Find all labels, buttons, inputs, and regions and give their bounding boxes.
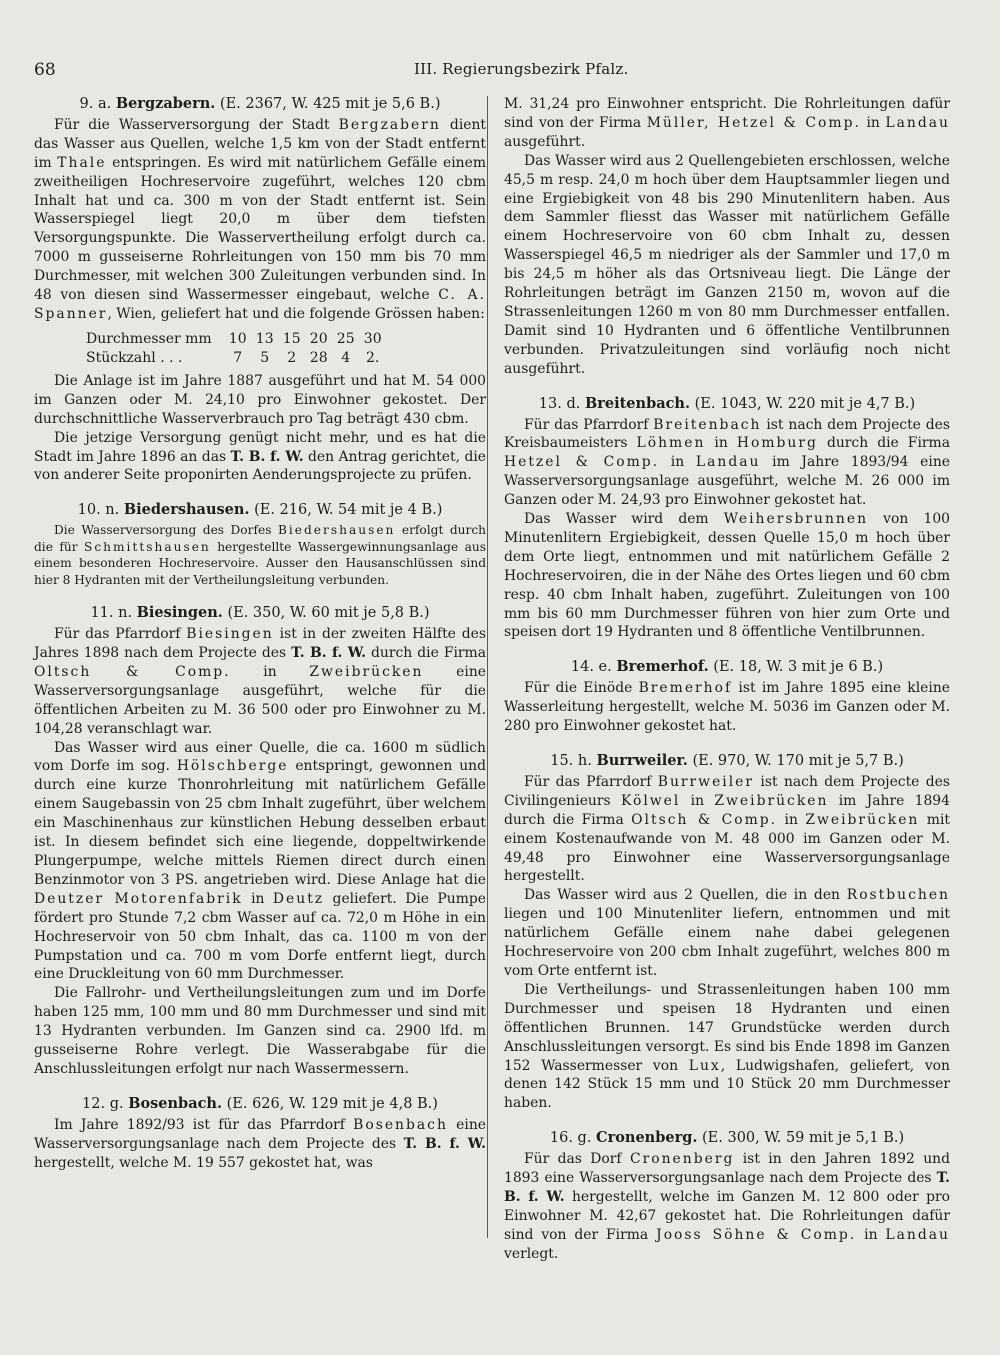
paragraph: Die jetzige Versorgung genügt nicht mehr, und es hat die Stadt im Jahre 1896 an das T. B. f. W. den Antrag gerichtet, die von anderer Seite proponirten Aenderungsprojecte zu prüfen. [34, 429, 486, 484]
paragraph: Für das Pfarrdorf Biesingen ist in der zweiten Hälfte des Jahres 1898 nach dem Projecte des T. B. f. W. durch die Firma Oltsch & Comp. in Zweibrücken eine Wasserversorgungsanlage ausgeführt, welche für die öffentlichen Arbeiten zu M. 36 500 oder pro Einwohner zu M. 104,28 veranschlagt war. [34, 626, 486, 737]
meter-size-table [86, 330, 390, 368]
table-row [86, 349, 390, 368]
entry-number: 9. a. [79, 96, 112, 112]
table-cell: 10 [228, 330, 247, 347]
paragraph: Für das Dorf Cronenberg ist in den Jahren 1892 und 1893 eine Wasserversorgungsanlage nach dem Projecte des T. B. f. W. hergestellt, welche im Ganzen M. 12 800 oder pro Einwohner M. 42,67 gekostet hat. Die Rohrleitungen dafür sind von der Firma Jooss Söhne & Comp. in Landau verlegt. [504, 1151, 950, 1262]
paragraph: Das Wasser wird dem Weihersbrunnen von 100 Minutenlitern Ergiebigkeit, dessen Quelle 15,0 m hoch über dem Orte liegt, entnommen und mit natürlichem Gefälle 2 Hochreservoiren, die in der Nähe des Ortes liegen und 60 cbm resp. 40 cbm Inhalt haben, zugeführt. Zuleitungen von 100 mm bis 60 mm Durchmesser führen von hier zum Orte und speisen dort 19 Hydranten und 8 öffentliche Ventilbrunnen. [504, 511, 950, 641]
entry-place: Biesingen. [136, 604, 223, 622]
table-cell: 5 [260, 349, 270, 366]
entry-number: 15. h. [550, 753, 592, 769]
entry-number: 13. d. [538, 395, 581, 412]
paragraph: Das Wasser wird aus 2 Quellengebieten erschlossen, welche 45,5 m resp. 24,0 m hoch über dem Hauptsammler liegen und eine Ergiebigkeit von 48 bis 290 Minutenlitern haben. Aus dem Sammler fliesst das Wasser mit natürlichem Gefälle einem Hochreservoire von 60 cbm Inhalt zu, dessen Wasserspiegel 46,5 m niedriger als der Sammler und 17,0 m bis 24,5 m höher als das Ortsniveau liegt. Die Länge der Rohrleitungen beträgt im Ganzen 2150 m, wovon auf die Strassenleitungen 1260 m von 80 mm Durchmesser entfallen. Damit sind 10 Hydranten und 6 öffentliche Ventilbrunnen verbunden. Privatzuleitungen sind vorläufig noch nicht ausgeführt. [504, 152, 950, 377]
table-cell: 15 [282, 330, 301, 347]
entry-place: Breitenbach. [584, 394, 691, 412]
entry-number: 10. n. [77, 502, 120, 519]
entry-place: Bosenbach. [128, 1094, 223, 1112]
entry-heading-breitenbach [504, 395, 950, 414]
paragraph: M. 31,24 pro Einwohner entspricht. Die Rohrleitungen dafür sind von der Firma Müller, Hetzel & Comp. in Landau ausgeführt. [504, 96, 950, 150]
paragraph: Die Anlage ist im Jahre 1887 ausgeführt und hat M. 54 000 im Ganzen oder M. 24,10 pro Einwohner gekostet. Der durchschnittliche Wasserverbrauch pro Tag beträgt 430 cbm. [34, 372, 486, 427]
entry-place: Bergzabern. [115, 95, 216, 112]
table-cell: 13 [255, 330, 274, 347]
entry-place: Bremerhof. [616, 658, 709, 676]
table-label: Stückzahl . . . [86, 349, 183, 366]
entry-stats: (E. 970, W. 170 mit je 5,7 B.) [692, 753, 904, 769]
paragraph: Die Vertheilungs- und Strassenleitungen haben 100 mm Durchmesser und speisen 18 Hydranten und einen öffentlichen Brunnen. 147 Grundstücke werden durch Anschlussleitungen versorgt. Es sind bis Ende 1898 im Ganzen 152 Wassermesser von Lux, Ludwigshafen, geliefert, von denen 142 Stück 15 mm und 10 Stück 20 mm Durchmesser haben. [504, 981, 950, 1112]
entry-stats: (E. 350, W. 60 mit je 5,8 B.) [227, 605, 430, 622]
paragraph: Für das Pfarrdorf Burrweiler ist nach dem Projecte des Civilingenieurs Kölwel in Zweibrücken im Jahre 1894 durch die Firma Oltsch & Comp. in Zweibrücken mit einem Kostenaufwande von M. 48 000 im Ganzen oder M. 49,48 pro Einwohner eine Wasserversorgungsanlage hergestellt. [504, 773, 951, 885]
page-number: 68 [34, 60, 56, 80]
entry-heading-burrweiler [504, 752, 950, 771]
table-cell: 7 [233, 349, 243, 366]
table-cell: 20 [309, 330, 328, 347]
running-title: III. Regierungsbezirk Pfalz. [414, 60, 629, 78]
paragraph: Das Wasser wird aus 2 Quellen, die in den Rostbuchen liegen und 100 Minutenliter liefern, entnommen und mit natürlichem Gefälle einem nahe dabei gelegenen Hochreservoire von 200 cbm Inhalt zugeführt, welches 800 m vom Orte entfernt ist. [504, 887, 950, 979]
column-divider [487, 96, 488, 1238]
right-column [504, 95, 950, 1264]
table-cell: 2 [287, 349, 297, 366]
table-label: Durchmesser mm [86, 330, 212, 347]
paragraph: Die Fallrohr- und Vertheilungsleitungen zum und im Dorfe haben 125 mm, 100 mm und 80 mm Durchmesser und sind mit 13 Hydranten verbunden. Im Ganzen sind ca. 2900 lfd. m gusseiserne Rohre verlegt. Die Wasserabgabe für die Anschlussleitungen erfolgt nur nach Wassermessern. [34, 985, 486, 1077]
table-row [86, 330, 390, 349]
table-cell: 28 [309, 349, 328, 366]
paragraph: Die Wasserversorgung des Dorfes Biedershausen erfolgt durch die für Schmittshausen hergestellte Wassergewinnungsanlage aus einem besonderen Hochreservoire. Ausser den Hausanschlüssen sind hier 8 Hydranten mit der Vertheilungsleitung verbunden. [34, 523, 486, 587]
entry-place: Biedershausen. [123, 501, 250, 519]
entry-heading-biedershausen [34, 501, 486, 520]
entry-stats: (E. 18, W. 3 mit je 6 B.) [713, 659, 884, 676]
paragraph: Im Jahre 1892/93 ist für das Pfarrdorf Bosenbach eine Wasserversorgungsanlage nach dem Projecte des T. B. f. W. hergestellt, welche M. 19 557 gekostet hat, was [34, 1116, 486, 1171]
entry-place: Cronenberg. [596, 1129, 698, 1147]
entry-heading-cronenberg [504, 1129, 950, 1148]
entry-stats: (E. 216, W. 54 mit je 4 B.) [254, 502, 443, 519]
table-cell: 30 [363, 330, 382, 347]
page-header [34, 60, 966, 82]
entry-number: 16. g. [549, 1130, 592, 1147]
entry-stats: (E. 2367, W. 425 mit je 5,6 B.) [219, 96, 441, 112]
entry-heading-biesingen [34, 604, 486, 623]
paragraph: Für das Pfarrdorf Breitenbach ist nach dem Projecte des Kreisbaumeisters Löhmen in Homburg durch die Firma Hetzel & Comp. in Landau im Jahre 1893/94 eine Wasserversorgungsanlage ausgeführt, welche M. 26 000 im Ganzen oder M. 24,93 pro Einwohner gekostet hat. [504, 416, 951, 509]
left-column [34, 95, 486, 1173]
table-cell: 2. [366, 349, 380, 366]
entry-number: 12. g. [82, 1095, 124, 1112]
entry-stats: (E. 1043, W. 220 mit je 4,7 B.) [694, 395, 916, 412]
entry-number: 14. e. [570, 659, 612, 676]
entry-number: 11. n. [90, 605, 133, 622]
paragraph: Für die Wasserversorgung der Stadt Bergzabern dient das Wasser aus Quellen, welche 1,5 km von der Stadt entfernt im Thale entspringen. Es wird mit natürlichem Gefälle einem zweitheiligen Hochreservoire zugeführt, welches 120 cbm Inhalt hat und ca. 300 m von der Stadt entfernt ist. Sein Wasserspiegel liegt 20,0 m über dem tiefsten Versorgungspunkte. Die Wasservertheilung erfolgt durch ca. 7000 m gusseiserne Rohrleitungen von 150 mm bis 70 mm Durchmesser, mit welchen 300 Zuleitungen verbunden sind. In 48 von diesen sind Wassermesser eingebaut, welche C. A. Spanner, Wien, geliefert hat und die folgende Grössen haben: [34, 116, 487, 322]
paragraph: Das Wasser wird aus einer Quelle, die ca. 1600 m südlich vom Dorfe im sog. Hölschberge entspringt, gewonnen und durch eine kurze Thonrohrleitung mit natürlichem Gefälle einem Saugebassin von 25 cbm Inhalt zugeführt, über welchem ein Maschinenhaus zur künstlichen Hebung desselben erbaut ist. In diesem befindet sich eine liegende, doppeltwirkende Plungerpumpe, welche mittels Riemen direct durch einen Benzinmotor von 3 PS. angetrieben wird. Diese Anlage hat die Deutzer Motorenfabrik in Deutz geliefert. Die Pumpe fördert pro Stunde 7,2 cbm Wasser auf ca. 72,0 m Höhe in ein Hochreservoir von 50 cbm Inhalt, das ca. 1100 m von der Pumpstation und ca. 700 m vom Dorfe entfernt liegt, durch eine Druckleitung von 60 mm Durchmesser. [34, 739, 486, 983]
entry-stats: (E. 626, W. 129 mit je 4,8 B.) [226, 1095, 438, 1112]
entry-heading-bergzabern [34, 95, 486, 114]
paragraph: Für die Einöde Bremerhof ist im Jahre 1895 eine kleine Wasserleitung hergestellt, welche M. 5036 im Ganzen oder M. 280 pro Einwohner gekostet hat. [504, 680, 950, 735]
entry-heading-bosenbach [34, 1095, 486, 1114]
entry-stats: (E. 300, W. 59 mit je 5,1 B.) [702, 1130, 905, 1147]
entry-heading-bremerhof [504, 658, 950, 677]
table-cell: 4 [341, 349, 351, 366]
entry-place: Burrweiler. [596, 752, 688, 769]
table-cell: 25 [336, 330, 355, 347]
